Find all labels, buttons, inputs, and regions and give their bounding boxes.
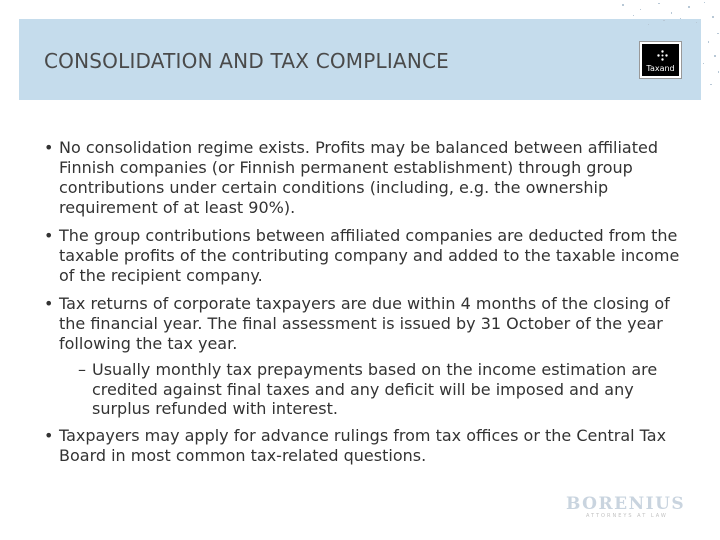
bullet-text: Taxpayers may apply for advance rulings from tax offices or the Central Tax Board in most common tax-related questions. [59,425,667,465]
bullet-item [44,226,684,286]
bullet-marker: • [44,138,54,157]
taxand-logo [640,42,681,78]
page-title: CONSOLIDATION AND TAX COMPLIANCE [44,49,450,73]
bullet-item [44,426,684,466]
taxand-logo-text: Taxand [646,64,675,73]
borenius-tagline: ATTORNEYS AT LAW [586,513,668,519]
bullet-text: The group contributions between affiliated companies are deducted from the taxable profits of the contributing company and added to the taxable income of the recipient company. [59,226,680,285]
bullet-list [44,138,684,474]
borenius-wordmark: BORENIUS [566,494,686,514]
bullet-item [44,294,684,354]
bullet-text: Tax returns of corporate taxpayers are due within 4 months of the closing of the financial year. The final assessment is issued by 31 October of the year following the tax year. [59,294,670,353]
sub-bullet-item [78,360,684,419]
bullet-marker: • [44,425,54,445]
dash-marker: – [78,360,86,379]
taxand-mark-icon [657,50,668,61]
bullet-item [44,138,684,218]
sub-bullet-text: Usually monthly tax prepayments based on the income estimation are credited against final taxes and any deficit will be imposed and any surplus refunded with interest. [92,360,658,418]
bullet-marker: • [44,294,54,313]
bullet-text: No consolidation regime exists. Profits may be balanced between affiliated Finnish companies (or Finnish permanent establishment) through group contributions under certain conditions (including, e.g. the ownership requirement of at least 90%). [59,138,658,217]
borenius-logo [566,494,686,524]
bullet-marker: • [44,226,54,245]
